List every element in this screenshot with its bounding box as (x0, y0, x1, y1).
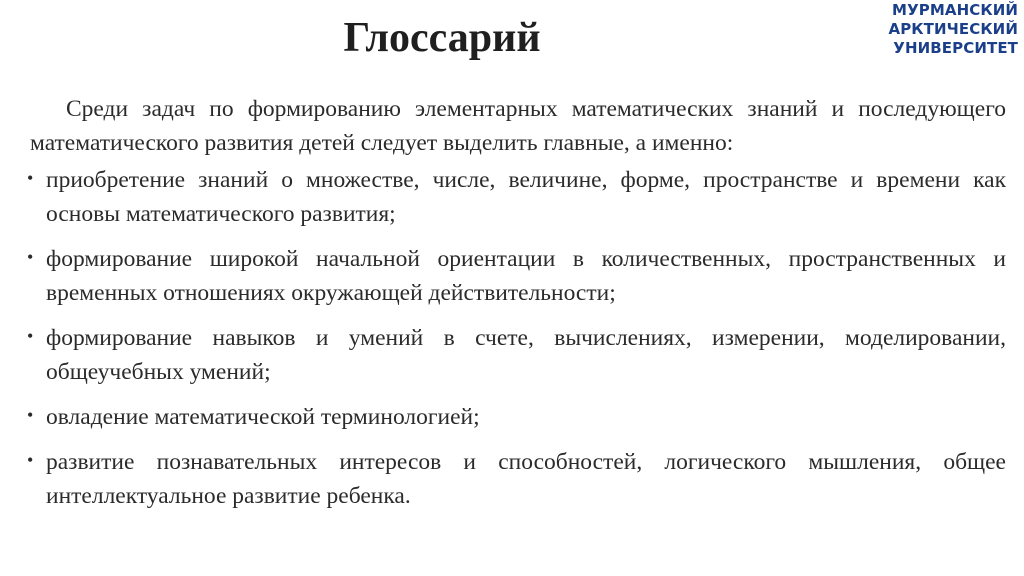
bullet-list (27, 163, 1006, 513)
list-item-text: овладение математической терминологией; (46, 404, 480, 430)
bullet-icon: • (27, 450, 34, 470)
university-logo (876, 1, 1018, 58)
list-item (27, 163, 1006, 231)
slide-content (27, 92, 1006, 524)
list-item (27, 242, 1006, 310)
bullet-icon: • (27, 247, 34, 267)
list-item-text: формирование широкой начальной ориентации в количественных, пространственных и временных отношениях окружающей действительности; (46, 246, 1006, 306)
logo-line-3: УНИВЕРСИТЕТ (893, 39, 1018, 57)
list-item-text: формирование навыков и умений в счете, вычислениях, измерении, моделировании, общеучебных умений; (46, 325, 1006, 385)
list-item-text: приобретение знаний о множестве, числе, величине, форме, пространстве и времени как основы математического развития; (46, 167, 1006, 227)
page-title: Глоссарий (343, 15, 541, 61)
list-item (27, 445, 1006, 513)
logo-line-1: МУРМАНСКИЙ (892, 1, 1018, 19)
bullet-icon: • (27, 326, 34, 346)
logo-line-2: АРКТИЧЕСКИЙ (888, 20, 1018, 38)
list-item-text: развитие познавательных интересов и способностей, логического мышления, общее интеллектуальное развитие ребенка. (46, 449, 1006, 509)
list-item (27, 400, 1006, 434)
list-item (27, 321, 1006, 389)
bullet-icon: • (27, 405, 34, 425)
intro-paragraph: Среди задач по формированию элементарных математических знаний и последующего математического развития детей следует выделить главные, а именно: (30, 96, 1006, 156)
bullet-icon: • (27, 168, 34, 188)
